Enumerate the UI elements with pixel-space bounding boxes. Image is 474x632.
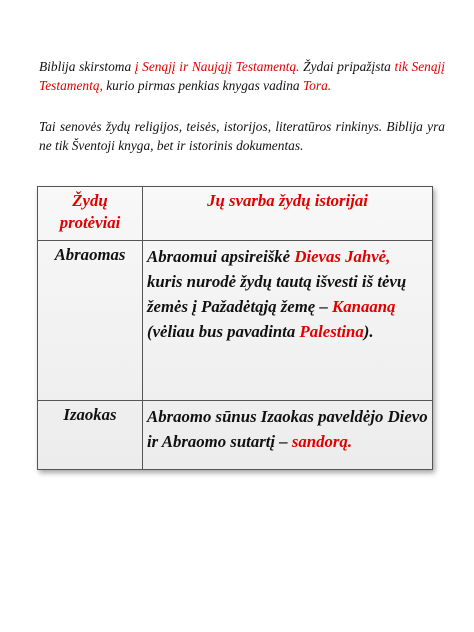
- ancestor-description: [143, 241, 433, 401]
- ancestors-table: [37, 186, 433, 470]
- table-header-row: [38, 187, 433, 241]
- table-row: [38, 401, 433, 470]
- text-segment: Biblija skirstoma: [39, 59, 135, 74]
- ancestor-description: [143, 401, 433, 470]
- intro-paragraph: [39, 57, 445, 95]
- highlight-text: tik Senąjį Testamentą,: [39, 59, 445, 93]
- text-segment: Žydai pripažįsta: [299, 59, 395, 74]
- highlight-text: Palestina: [299, 322, 364, 341]
- text-segment: kuris nurodė žydų tautą išvesti iš tėvų žemės į Pažadėtąją žemę –: [147, 272, 407, 316]
- highlight-text: Kanaaną: [332, 297, 396, 316]
- text-segment: Abraomo sūnus Izaokas paveldėjo Dievo ir Abraomo sutartį –: [147, 407, 428, 451]
- header-ancestors: Žydų protėviai: [38, 187, 143, 241]
- highlight-text: sandorą.: [291, 432, 353, 451]
- text-segment: Abraomui apsireiškė: [147, 247, 295, 266]
- second-paragraph: Tai senovės žydų religijos, teisės, istorijos, literatūros rinkinys. Biblija yra ne tik Šventoji knyga, bet ir istorinis dokumentas.: [39, 119, 445, 153]
- text-segment: ).: [363, 322, 374, 341]
- text-segment: (vėliau bus pavadinta: [147, 322, 300, 341]
- header-significance: Jų svarba žydų istorijai: [143, 187, 433, 241]
- ancestor-name: Izaokas: [38, 401, 143, 470]
- highlight-text: į Senąjį ir Naująjį Testamentą.: [134, 59, 300, 74]
- highlight-text: Tora.: [302, 78, 332, 93]
- ancestor-name: Abraomas: [38, 241, 143, 401]
- table-row: [38, 241, 433, 401]
- highlight-text: Dievas Jahvė,: [294, 247, 391, 266]
- text-segment: kurio pirmas penkias knygas vadina: [102, 78, 303, 93]
